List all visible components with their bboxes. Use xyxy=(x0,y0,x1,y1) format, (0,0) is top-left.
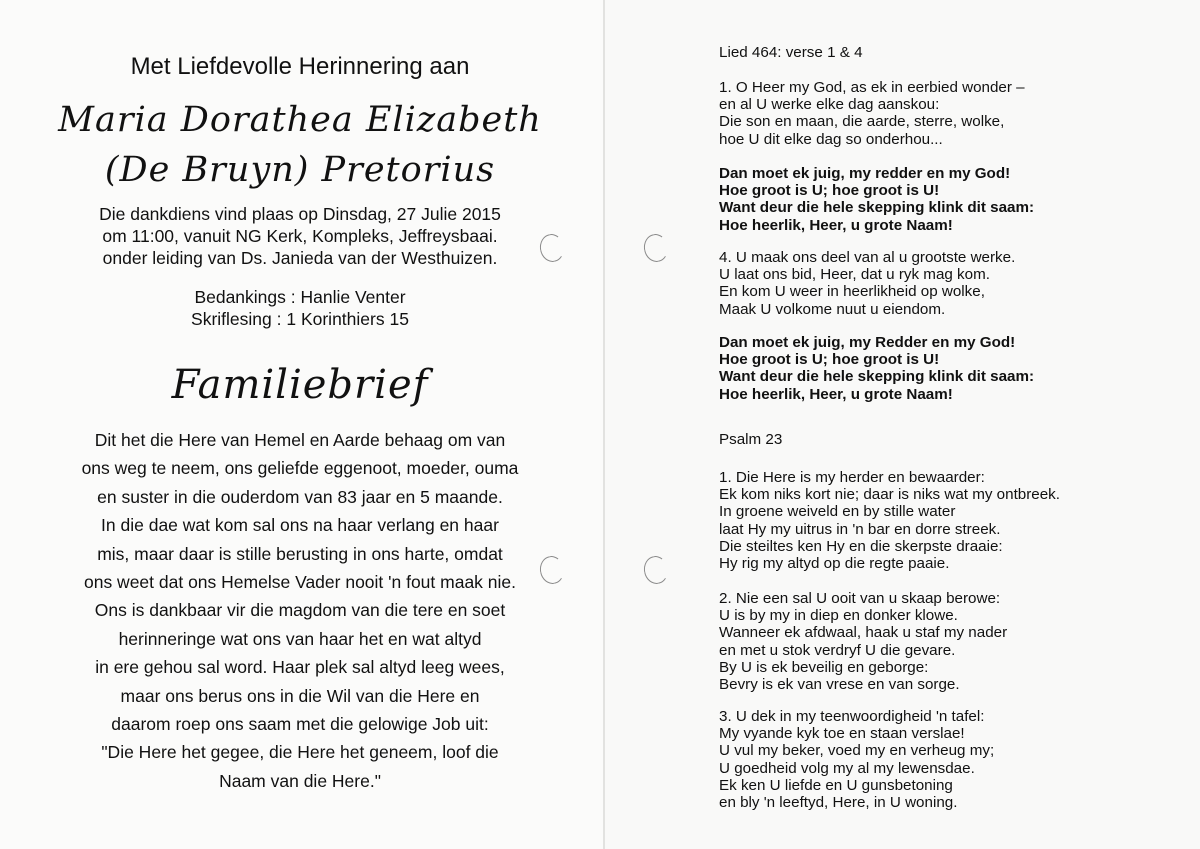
letter-line: Naam van die Here." xyxy=(219,770,381,791)
chorus-line: Hoe heerlik, Heer, u grote Naam! xyxy=(719,385,953,403)
psalm-line: Hy rig my altyd op die regte paaie. xyxy=(719,555,950,573)
scripture-reading-line: Skriflesing : 1 Korinthiers 15 xyxy=(191,309,409,329)
family-letter-title: Familiebrief xyxy=(171,362,429,408)
family-letter-body xyxy=(20,426,580,795)
service-details xyxy=(20,203,580,269)
verse-line: Maak U volkome nuut u eiendom. xyxy=(719,300,946,318)
verse-line: en al U werke elke dag aanskou: xyxy=(719,96,940,114)
chorus-line: Hoe groot is U; hoe groot is U! xyxy=(719,351,940,369)
page-fold xyxy=(603,0,605,849)
letter-line: herinneringe wat ons van haar het en wat altyd xyxy=(118,628,482,649)
psalm-verse-1 xyxy=(719,469,1189,572)
psalm-line: In groene weiveld en by stille water xyxy=(719,503,956,521)
psalm-line: en bly 'n leeftyd, Here, in U woning. xyxy=(719,794,958,812)
hymn-chorus-2 xyxy=(719,334,1189,403)
hymn-chorus-1 xyxy=(719,165,1189,234)
verse-line: U laat ons bid, Heer, dat u ryk mag kom. xyxy=(719,266,990,284)
letter-line: ons weg te neem, ons geliefde eggenoot, moeder, ouma xyxy=(81,458,519,479)
chorus-line: Want deur die hele skepping klink dit saam: xyxy=(719,199,1035,217)
psalm-title: Psalm 23 xyxy=(719,431,783,448)
hymn-title: Lied 464: verse 1 & 4 xyxy=(719,44,863,61)
memorial-heading: Met Liefdevolle Herinnering aan xyxy=(130,53,470,80)
psalm-line: Ek kom niks kort nie; daar is niks wat my ontbreek. xyxy=(719,486,1060,504)
psalm-line: U goedheid volg my al my lewensdae. xyxy=(719,759,975,777)
psalm-line: Bevry is ek van vrese en van sorge. xyxy=(719,676,960,694)
service-roles xyxy=(20,286,580,330)
letter-line: "Die Here het gegee, die Here het geneem, loof die xyxy=(101,742,499,763)
verse-line: Die son en maan, die aarde, sterre, wolke, xyxy=(719,113,1005,131)
psalm-verse-2 xyxy=(719,590,1189,693)
thanks-line: Bedankings : Hanlie Venter xyxy=(194,287,406,307)
chorus-line: Dan moet ek juig, my Redder en my God! xyxy=(719,334,1016,351)
letter-line: in ere gehou sal word. Haar plek sal altyd leeg wees, xyxy=(95,657,505,678)
letter-line: mis, maar daar is stille berusting in ons harte, omdat xyxy=(97,543,503,564)
service-line: om 11:00, vanuit NG Kerk, Kompleks, Jeffreysbaai. xyxy=(102,226,498,246)
psalm-line: Wanneer ek afdwaal, haak u staf my nader xyxy=(719,624,1008,642)
chorus-line: Hoe groot is U; hoe groot is U! xyxy=(719,182,940,200)
letter-line: daarom roep ons saam met die gelowige Job uit: xyxy=(111,714,489,735)
psalm-line: en met u stok verdryf U die gevare. xyxy=(719,641,956,659)
psalm-line: U vul my beker, voed my en verheug my; xyxy=(719,742,995,760)
psalm-verse-3 xyxy=(719,708,1189,811)
verse-line: 4. U maak ons deel van al u grootste werke. xyxy=(719,249,1016,266)
psalm-line: 1. Die Here is my herder en bewaarder: xyxy=(719,469,985,486)
chorus-line: Hoe heerlik, Heer, u grote Naam! xyxy=(719,216,953,234)
letter-line: ons weet dat ons Hemelse Vader nooit 'n fout maak nie. xyxy=(83,572,516,593)
verse-line: 1. O Heer my God, as ek in eerbied wonder – xyxy=(719,79,1025,96)
service-line: Die dankdiens vind plaas op Dinsdag, 27 Julie 2015 xyxy=(99,204,501,224)
hymn-verse-4 xyxy=(719,249,1189,318)
verse-line: hoe U dit elke dag so onderhou... xyxy=(719,130,943,148)
psalm-line: laat Hy my uitrus in 'n bar en dorre streek. xyxy=(719,520,1001,538)
chorus-line: Dan moet ek juig, my redder en my God! xyxy=(719,165,1011,182)
letter-line: maar ons berus ons in die Wil van die Here en xyxy=(120,685,480,706)
psalm-line: By U is ek beveilig en geborge: xyxy=(719,658,929,676)
psalm-line: Ek ken U liefde en U gunsbetoning xyxy=(719,776,953,794)
psalm-line: U is by my in diep en donker klowe. xyxy=(719,607,958,625)
chorus-line: Want deur die hele skepping klink dit saam: xyxy=(719,368,1035,386)
letter-line: Ons is dankbaar vir die magdom van die tere en soet xyxy=(94,600,506,621)
psalm-line: My vyande kyk toe en staan verslae! xyxy=(719,725,965,743)
deceased-name-line-2: (De Bruyn) Pretorius xyxy=(104,150,496,190)
psalm-line: Die steiltes ken Hy en die skerpste draaie: xyxy=(719,537,1003,555)
service-line: onder leiding van Ds. Janieda van der Westhuizen. xyxy=(102,248,498,268)
letter-line: Dit het die Here van Hemel en Aarde behaag om van xyxy=(94,430,506,450)
hymn-verse-1 xyxy=(719,79,1189,148)
psalm-line: 2. Nie een sal U ooit van u skaap berowe: xyxy=(719,590,1001,607)
letter-line: In die dae wat kom sal ons na haar verlang en haar xyxy=(101,515,499,536)
verse-line: En kom U weer in heerlikheid op wolke, xyxy=(719,283,985,301)
psalm-line: 3. U dek in my teenwoordigheid 'n tafel: xyxy=(719,708,985,725)
deceased-name-line-1: Maria Dorathea Elizabeth xyxy=(58,100,542,140)
letter-line: en suster in die ouderdom van 83 jaar en 5 maande. xyxy=(97,486,503,507)
